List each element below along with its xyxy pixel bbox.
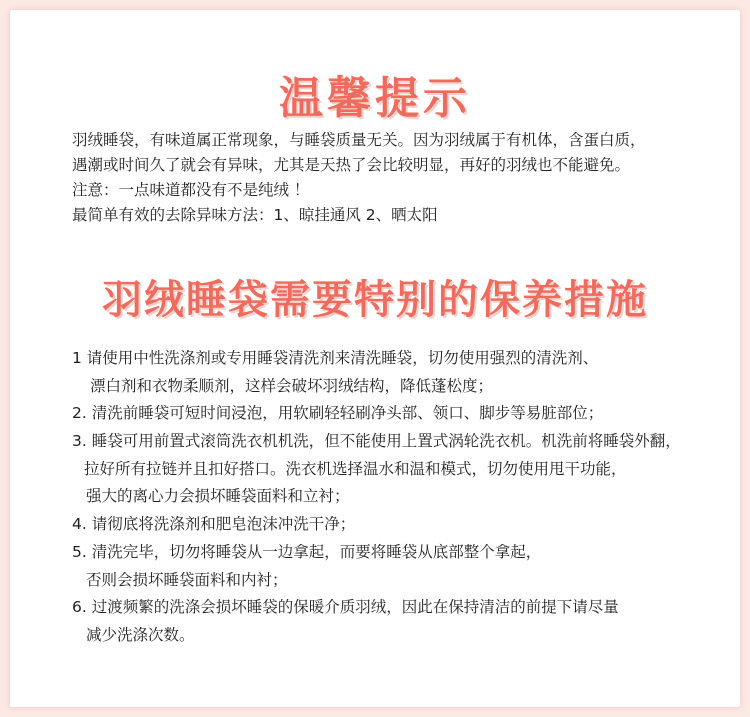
- care-item-5: 5. 清洗完毕，切勿将睡袋从一边拿起，而要将睡袋从底部整个拿起，: [72, 542, 542, 561]
- tips-title: 温馨提示: [279, 73, 471, 124]
- care-item-2: 2. 清洗前睡袋可短时间浸泡，用软刷轻轻刷净头部、领口、脚步等易脏部位；: [72, 404, 604, 423]
- care-item-5-cont: 否则会损坏睡袋面料和内衬；: [86, 570, 288, 589]
- care-item-6-cont: 减少洗涤次数。: [86, 625, 195, 644]
- care-item-4: 4. 请彻底将洗涤剂和肥皂泡沫冲洗干净；: [72, 515, 356, 534]
- care-item-3: 3. 睡袋可用前置式滚筒洗衣机机洗，但不能使用上置式涡轮洗衣机。机洗前将睡袋外翻，: [72, 432, 681, 451]
- tips-line: 最简单有效的去除异味方法：1、晾挂通风 2、晒太阳: [72, 206, 438, 224]
- care-item-6: 6. 过渡频繁的洗涤会损坏睡袋的保暖介质羽绒，因此在保持清洁的前提下请尽量: [72, 598, 619, 617]
- care-list: [72, 345, 681, 650]
- tips-line: 注意：一点味道都没有不是纯绒 ！: [72, 181, 310, 199]
- care-item-1-cont: 漂白剂和衣物柔顺剂，这样会破坏羽绒结构，降低蓬松度；: [90, 376, 494, 395]
- tips-paragraph: [72, 128, 646, 228]
- care-item-3-cont: 强大的离心力会损坏睡袋面料和立衬；: [86, 487, 350, 506]
- care-item-3-cont: 拉好所有拉链并且扣好搭口。洗衣机选择温水和温和模式，切勿使用甩干功能，: [84, 459, 627, 478]
- tips-line: 羽绒睡袋，有味道属正常现象，与睡袋质量无关。因为羽绒属于有机体，含蛋白质，: [72, 131, 646, 149]
- care-title: 羽绒睡袋需要特别的保养措施: [102, 277, 648, 323]
- care-item-1: 1 请使用中性洗涤剂或专用睡袋清洗剂来清洗睡袋，切勿使用强烈的清洗剂、: [72, 349, 599, 367]
- tips-line: 遇潮或时间久了就会有异味，尤其是天热了会比较明显，再好的羽绒也不能避免。: [72, 156, 631, 174]
